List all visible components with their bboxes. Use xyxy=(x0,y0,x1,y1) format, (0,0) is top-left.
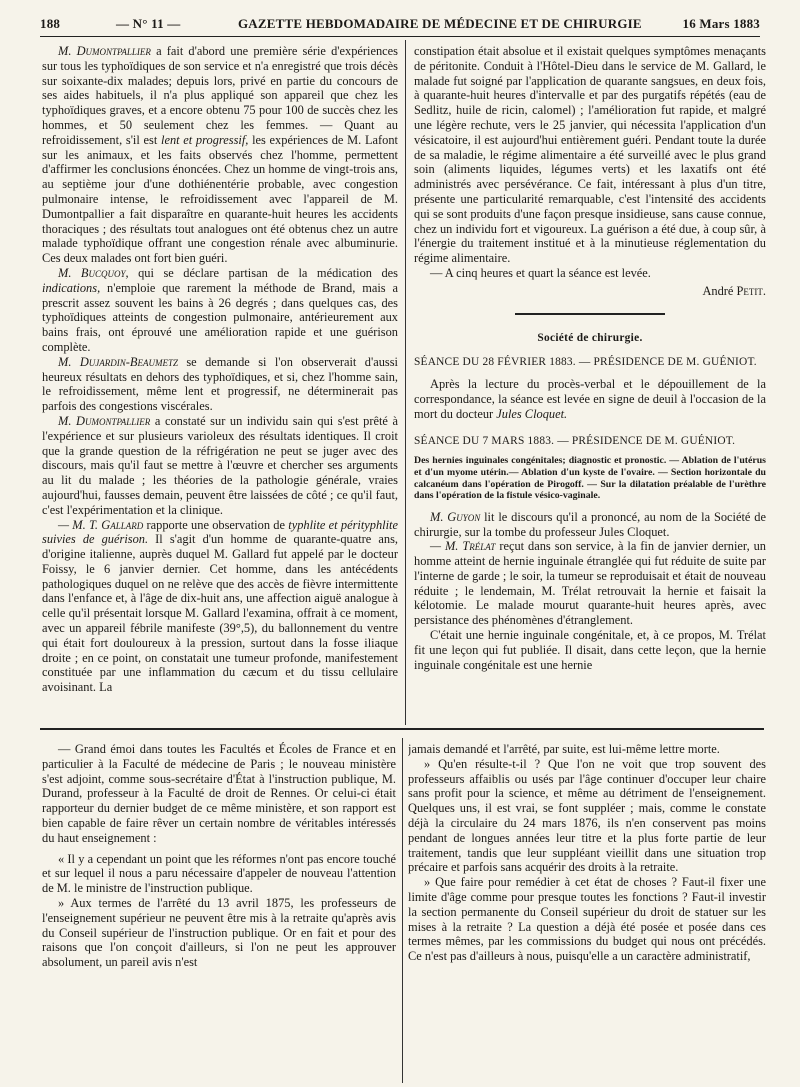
paragraph xyxy=(42,44,398,266)
paragraph: constipation était absolue et il existait quelques symptômes menaçants de péritonite. Conduit à l'Hôtel-Dieu dans le service de M. Gallard, le malade fut soigné par l'application de quarante sangsues, en deux fois, à quarante-huit heures d'intervalle et par des purgatifs répétés (eau de Sedlitz, huile de ricin, calomel) ; l'amélioration fut rapide, et malgré une légère rechute, vers le 25 janvier, qui nécessita l'application d'un vésicatoire, il est aujourd'hui entièrement guéri. Pendant toute la durée de sa maladie, le régime alimentaire a été surveillé avec le plus grand soin (aliments liquides, légumes verts) et les laxatifs ont été administrés avec persévérance. Ce fait, intéressant à plus d'un titre, présente une particularité remarquable, c'est l'intensité des accidents qui se sont produits d'une façon presque insidieuse, sans cause connue, chez un individu fort et vigoureux. La guérison a été due, à coup sûr, à l'énergie du traitement institué et à la minutieuse réglementation du régime alimentaire. xyxy=(414,44,766,266)
paragraph-text: les expériences de M. Lafont sur les animaux, et les faits observés chez l'homme, permettent d'affirmer les conclusions énoncées. Chez un homme de vingt-trois ans, au septième jour d'une dothiénentérie probable, avec congestion pulmonaire intense, le refroidissement avec l'appareil de M. Dumontpallier a fait disparaître en quarante-huit heures les accidents thoraciques ; des résultats tout analogues ont été obtenus chez un autre malade typhoïdique offrant une congestion rénale avec albuminurie. Ces deux malades ont fort bien guéri. xyxy=(42,132,398,266)
header-rule xyxy=(40,36,760,37)
paragraph-text: qui se déclare partisan de la médication des xyxy=(128,265,398,280)
paragraph-text: Il s'agit d'un homme de quarante-quatre ans, d'origine italienne, auprès duquel M. Gallard fut appelé par le docteur Foissy, le 6 janvier dernier. Cet homme, dans les antécédents pathologiques duquel on ne relève que des accès de fièvre intermittente dans l'enfance et, à l'âge de dix-huit ans, une affection aiguë analogue à celle qu'il présentait lorsque M. Gallard l'examina, offrait à ce moment, avec un appareil fébrile manifeste (39°,5), du ballonnement du ventre qui était fort douloureux à la pression, surtout dans la fosse iliaque droite ; en ce point, on constatait une tumeur profonde, manifestement constituée par une inflammation du cæcum et du tissu cellulaire avoisinant. La xyxy=(42,532,398,695)
journal-title: GAZETTE HEBDOMADAIRE DE MÉDECINE ET DE CHIRURGIE xyxy=(238,16,642,31)
paragraph: » Aux termes de l'arrêté du 13 avril 1875, les professeurs de l'enseignement supérieur ne peuvent être mis à la retraite qu'après avis du Conseil supérieur de l'instruction publique. Or en fait et pour des raisons que l'on conçoit d'ailleurs, si l'on ne peut les approuver absolument, un pareil avis n'est xyxy=(42,895,396,970)
paragraph-text: se demande si l'on observerait d'aussi heureux résultats en dehors des typhoïdiques, et si, chez l'homme sain, le refroidissement, même lent et progressif, ne déterminerait pas parfois des congestions viscérales. xyxy=(42,354,398,414)
column-bottom-right xyxy=(408,742,766,1082)
paragraph: jamais demandé et l'arrêté, par suite, est lui-même lettre morte. xyxy=(408,742,720,756)
session-summary: Des hernies inguinales congénitales; diagnostic et pronostic. — Ablation de l'utérus et d'un myome utérin.— Ablation d'un kyste de l'ovaire. — Section horizontale du calcanéum dans l'opération de Pirogoff. — Sur la dilatation préalable de l'urèthre dans l'opération de la fistule vésico-vaginale. xyxy=(414,455,766,502)
page-number: 188 xyxy=(40,16,61,31)
society-heading: Société de chirurgie. xyxy=(537,331,643,344)
session-heading: SÉANCE DU 28 FÉVRIER 1883. — PRÉSIDENCE DE M. GUÉNIOT. xyxy=(414,356,757,369)
paragraph-text: n'emploie que rarement la méthode de Brand, mais a prescrit assez souvent les bains à 26 degrés ; dans quelques cas, des typhoïdiques atteints de congestion pulmonaire, antérieurement aux bains frais, ont éprouvé une amélioration rapide et une guérison complète. xyxy=(42,280,398,354)
signature-last: Petit. xyxy=(736,283,766,298)
column-top-left xyxy=(42,44,398,722)
speaker-name: M. Dumontpallier xyxy=(58,44,151,58)
section-divider xyxy=(40,728,764,730)
paragraph: « Il y a cependant un point que les réformes n'ont pas encore touché et sur lequel il nous a paru nécessaire d'appeler de nouveau l'attention de M. le ministre de l'instruction publique. xyxy=(42,851,396,896)
speaker-name: M. Guyon xyxy=(430,509,481,524)
emphasis-text: Jules Cloquet. xyxy=(496,406,568,421)
speaker-name: — M. Trélat xyxy=(430,539,496,554)
paragraph: » Qu'en résulte-t-il ? Que l'on ne voit que trop souvent des professeurs affaiblis ou usés par l'âge continuer d'occuper leur chaire sans profit pour la science, et même au détriment de l'enseignement. Quelques uns, il est vrai, se font suppléer ; mais, comme le constate déjà la circulaire du 24 mars 1876, ils n'en conservent pas moins pendant de longues années leur titre et la plus forte partie de leur traitement, tandis que leur suppléant vieillit dans une situation trop précaire et parfois sans acquérir des droits à la retraite. xyxy=(408,756,766,875)
paragraph-text: reçut dans son service, à la fin de janvier dernier, un homme atteint de hernie inguinale étranglée qui fut réduite de suite par l'interne de garde ; le soir, la tumeur se reproduisait et était de nouveau réduite ; le lendemain, M. Trélat retrouvait la hernie et faisait la kélotomie. Le malade mourut quarante-huit heures après, avec persistance des phénomènes d'étranglement. xyxy=(414,539,766,628)
paragraph: — A cinq heures et quart la séance est levée. xyxy=(430,265,651,280)
paragraph: » Que faire pour remédier à cet état de choses ? Faut-il fixer une limite d'âge comme pour presque toutes les fonctions ? Faut-il investir la section permanente du Conseil supérieur du droit de statuer sur les mises à la retraite ? La question a déjà été posée et posée dans ces termes mêmes, par les commissions du budget qui nous ont précédés. Ce n'est pas d'ailleurs à nous, puisqu'elle a un caractère administratif, xyxy=(408,875,766,964)
section-separator xyxy=(515,313,665,315)
spacer xyxy=(414,422,766,434)
speaker-name: M. Dujardin-Beaumetz xyxy=(58,354,178,369)
paragraph xyxy=(42,518,398,696)
paragraph xyxy=(414,539,766,628)
paragraph xyxy=(414,510,766,540)
speaker-name: M. Bucquoy, xyxy=(58,265,129,280)
paragraph: C'était une hernie inguinale congénitale, et, à ce propos, M. Trélat fit une leçon qui fut publiée. Il disait, dans cette leçon, que la hernie inguinale congénitale est une hernie xyxy=(414,628,766,672)
paragraph-text: rapporte une observation de xyxy=(143,517,289,532)
column-bottom-left xyxy=(42,742,396,1082)
session-heading: SÉANCE DU 7 MARS 1883. — PRÉSIDENCE DE M. GUÉNIOT. xyxy=(414,434,736,447)
issue-date: 16 Mars 1883 xyxy=(682,16,760,31)
paragraph: — Grand émoi dans toutes les Facultés et Écoles de France et en particulier à la Faculté de médecine de Paris ; le nouveau ministère s'est adjoint, comme sous-secrétaire d'État à l'instruction publique, M. Durand, professeur à la Faculté de droit de Rennes. Or celui-ci était rapporteur du dernier budget de ce même ministère, et son rapport est bien capable de faire rêver un certain nombre de véritables intéressés du haut enseignement : xyxy=(42,742,396,845)
emphasis-text: indications, xyxy=(42,280,101,295)
emphasis-text: lent et progressif, xyxy=(161,132,249,147)
speaker-name: — M. T. Gallard xyxy=(58,517,144,532)
paragraph-text: Après la lecture du procès-verbal et le dépouillement de la correspondance, la séance est levée en signe de deuil à l'occasion de la mort du docteur xyxy=(414,377,766,421)
paragraph xyxy=(42,414,398,518)
signature-first: André xyxy=(702,283,737,298)
speaker-name: M. Dumontpallier xyxy=(58,413,151,428)
paragraph xyxy=(414,377,766,421)
page-header xyxy=(40,14,760,36)
paragraph-text: lit le discours qu'il a prononcé, au nom de la Société de chirurgie, sur la tombe du professeur Jules Cloquet. xyxy=(414,509,766,539)
paragraph-text: a fait d'abord une première série d'expériences sur tous les typhoïdiques de son service et n'a enregistré que trois décès sur soixante-dix malades; depuis lors, privé en partie du concours de ses aides habituels, il n'a plus appliqué son appareil que chez les typhoïdiques graves, et a encore obtenu 75 pour 100 de succès chez les hommes, et 50 seulement chez les femmes. — Quant au refroidissement, s'il est xyxy=(42,44,398,147)
paragraph xyxy=(42,266,398,355)
column-divider-bottom xyxy=(402,738,403,1083)
paragraph-text: a constaté sur un individu sain qui s'est prêté à l'expérience et sur plusieurs varioleux des résultats identiques. Il croit que la grande question de la réfrigération ne peut se juger avec des discours, mais qu'il faut se mettre à l'œuvre et chercher ses arguments au lit du malade ; les théories de la pathologie générale, vraies aujourd'hui, fausses demain, peuvent être laissées de côté ; ce qu'il faut, c'est l'expérimentation et la clinique. xyxy=(42,413,398,517)
column-top-right xyxy=(414,44,766,722)
column-divider-top xyxy=(405,40,406,725)
emphasis-text: typhlite et pérityphlite suivies de guérison. xyxy=(42,517,398,547)
issue-number: — N° 11 — xyxy=(116,16,181,31)
paragraph xyxy=(42,355,398,414)
author-signature xyxy=(414,284,766,299)
